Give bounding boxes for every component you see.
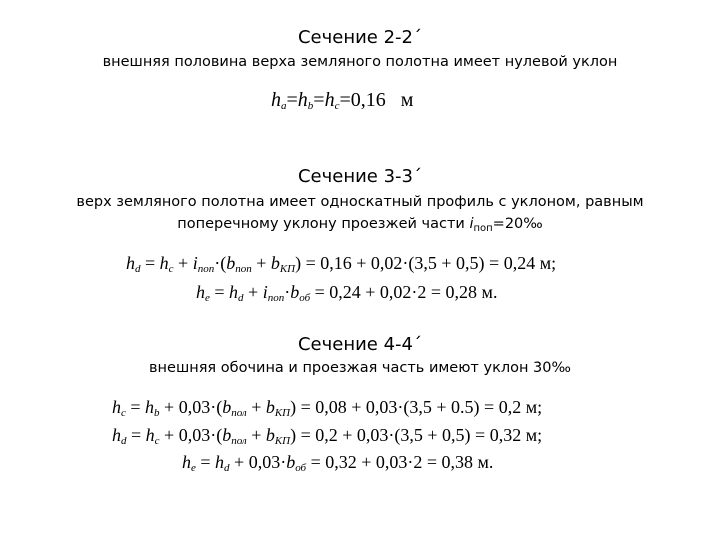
section-3-3-formula-hd: $h_d = h_c + i_{поп}\cdot(b_{поп} + b_{КП}) = 0,16 + 0,02\cdot(3,5 + 0,5) = 0,24$ м; (126, 253, 557, 275)
formula-symbol: h (324, 89, 335, 111)
formula-symbol: h (297, 89, 308, 111)
section-4-4-formula-hc: $h_c = h_b + 0,03\cdot(b_{пол} + b_{КП}) = 0,08 + 0,03\cdot(3,5 + 0.5) = 0,2$ м; (112, 397, 543, 419)
description-prefix: поперечному уклону проезжей части (177, 216, 470, 232)
section-2-2-title: Сечение 2-2´ (297, 27, 422, 48)
formula-value: =0,16 м (339, 89, 414, 111)
formula-symbol: h (271, 89, 281, 111)
formula-subscript: c (334, 100, 340, 112)
section-2-2-description: внешняя половина верха земляного полотна имеет нулевой уклон (102, 54, 618, 70)
slope-variable: i (469, 216, 474, 232)
section-3-3-description-line2 (0, 214, 720, 235)
section-4-4-formula-hd: $h_d = h_c + 0,03\cdot(b_{пол} + b_{КП}) = 0,2 + 0,03\cdot(3,5 + 0,5) = 0,32$ м; (112, 425, 543, 447)
section-3-3-title: Сечение 3-3´ (297, 166, 422, 187)
slope-value: =20‰ (492, 216, 543, 232)
section-4-4-title: Сечение 4-4´ (297, 334, 422, 355)
section-4-4-formula-he: $h_e = h_d + 0,03\cdot b_{об} = 0,32 + 0,03\cdot 2 = 0,38$ м. (182, 452, 494, 474)
formula-subscript: a (281, 100, 287, 112)
section-3-3-formula-he: $h_e = h_d + i_{поп}\cdot b_{об} = 0,24 + 0,02\cdot 2 = 0,28$ м. (196, 282, 498, 304)
formula-operator: = (313, 89, 325, 111)
section-3-3-description-line1: верх земляного полотна имеет односкатный профиль с уклоном, равным (76, 194, 644, 210)
formula-subscript: b (307, 100, 314, 112)
section-4-4-description: внешняя обочина и проезжая часть имеют уклон 30‰ (149, 360, 571, 376)
formula-operator: = (286, 89, 298, 111)
section-2-2-formula (271, 89, 413, 111)
slope-subscript: поп (473, 223, 493, 234)
